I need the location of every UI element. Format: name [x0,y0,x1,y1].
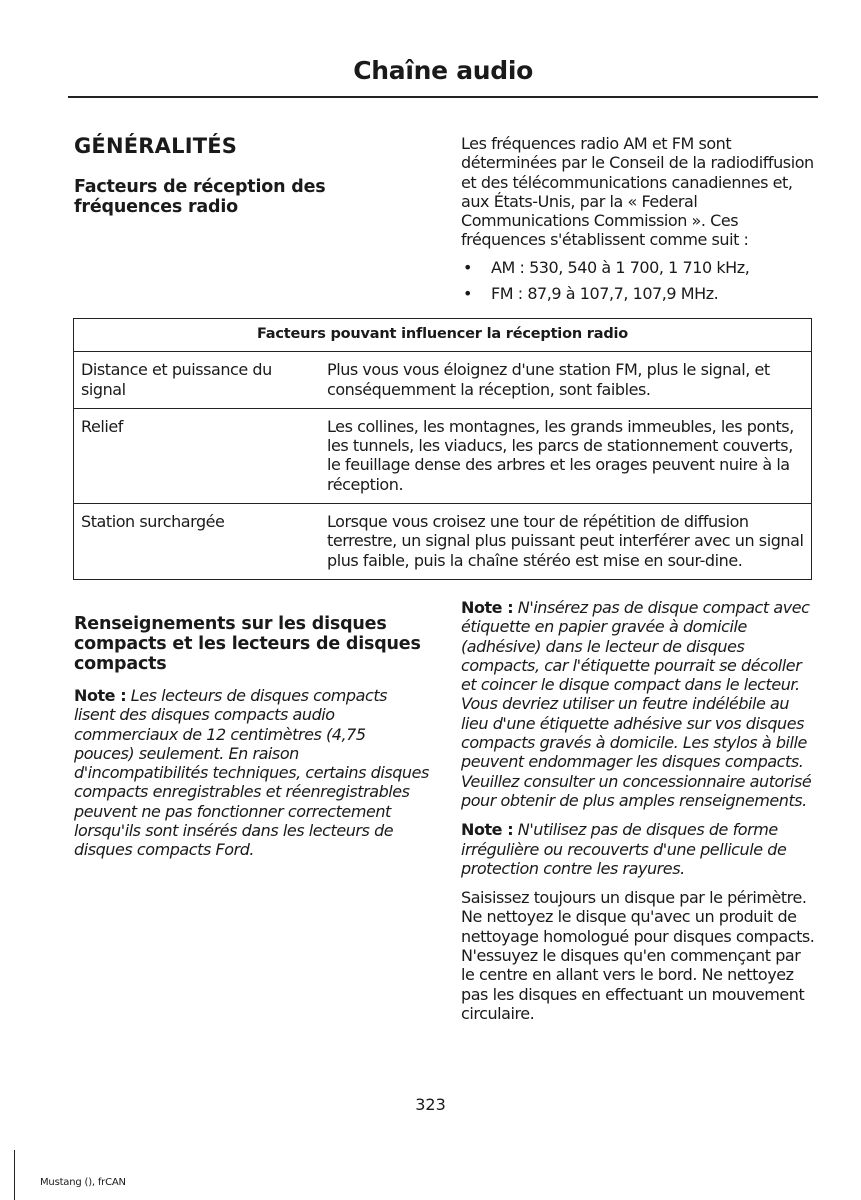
reception-factors-table [73,318,812,580]
table-title: Facteurs pouvant influencer la réception radio [74,319,812,352]
list-item: • FM : 87,9 à 107,7, 107,9 MHz. [461,284,817,303]
frequency-list [461,258,817,304]
note-irregular-discs [461,820,817,878]
note-text: N'insérez pas de disque compact avec étiquette en papier gravée à domicile (adhésive) dans le lecteur de disques compacts, car l'étiquette pourrait se décoller et coincer le disque compact dans le lecteur. Vous devriez utiliser un feutre indélébile au lieu d'une étiquette adhésive sur vos disques compacts gravés à domicile. Les stylos à bille peuvent endommager les disques compacts. Veuillez consulter un concessionnaire autorisé pour obtenir de plus amples renseignements. [461,598,812,810]
note-label-disc [461,598,817,810]
factor-cell: Station surchargée [74,504,321,580]
note-label: Note : [461,598,514,617]
factor-cell: Relief [74,408,321,503]
chapter-title: Chaîne audio [353,56,533,85]
crop-mark [14,1150,15,1200]
table-row [74,408,812,503]
table-row [74,504,812,580]
title-rule [68,96,818,98]
table-row [74,352,812,409]
right-top-column [461,134,817,310]
document-id: Mustang (), frCAN [40,1177,126,1188]
page-number: 323 [415,1095,446,1114]
description-cell: Plus vous vous éloignez d'une station FM, plus le signal, et conséquemment la réception, sont faibles. [320,352,812,409]
subheading-compact-discs: Renseignements sur les disques compacts et les lecteurs de disques compacts [74,614,421,674]
note-label: Note : [74,686,127,705]
intro-paragraph: Les fréquences radio AM et FM sont déterminées par le Conseil de la radiodiffusion et des télécommunications canadiennes et, aux États-Unis, par la « Federal Communications Commission ». Ces fréquences s'établissent comme suit : [461,134,814,250]
description-cell: Les collines, les montagnes, les grands immeubles, les ponts, les tunnels, les viaducs, les parcs de stationnement couverts, le feuillage dense des arbres et les orages peuvent nuire à la réception. [320,408,812,503]
note-text: N'utilisez pas de disques de forme irrégulière ou recouverts d'une pellicule de protection contre les rayures. [461,820,787,878]
factor-cell: Distance et puissance du signal [74,352,321,409]
note-label: Note : [461,820,514,840]
description-cell: Lorsque vous croisez une tour de répétition de diffusion terrestre, un signal plus puissant peut interférer avec un signal plus faible, puis la chaîne stéréo est mise en sour-dine. [320,504,812,580]
right-bottom-column [461,598,817,1023]
list-item: • AM : 530, 540 à 1 700, 1 710 kHz, [461,258,817,277]
handling-paragraph: Saisissez toujours un disque par le périmètre. Ne nettoyez le disque qu'avec un produit de nettoyage homologué pour disques compacts. N'essuyez le disques qu'en commençant par le centre en allant vers le bord. Ne nettoyez pas les disques en effectuant un mouvement circulaire. [461,888,815,1023]
note-compact-discs [74,686,430,860]
note-text: Les lecteurs de disques compacts lisent des disques compacts audio commerciaux de 12 centimètres (4,75 pouces) seulement. En raison d'incompatibilités techniques, certains disques compacts enregistrables et réenregistrables peuvent ne pas fonctionner correctement lorsqu'ils sont insérés dans les lecteurs de disques compacts Ford. [74,686,429,860]
section-heading: GÉNÉRALITÉS [74,134,238,158]
subheading-reception: Facteurs de réception des fréquences radio [74,177,326,217]
